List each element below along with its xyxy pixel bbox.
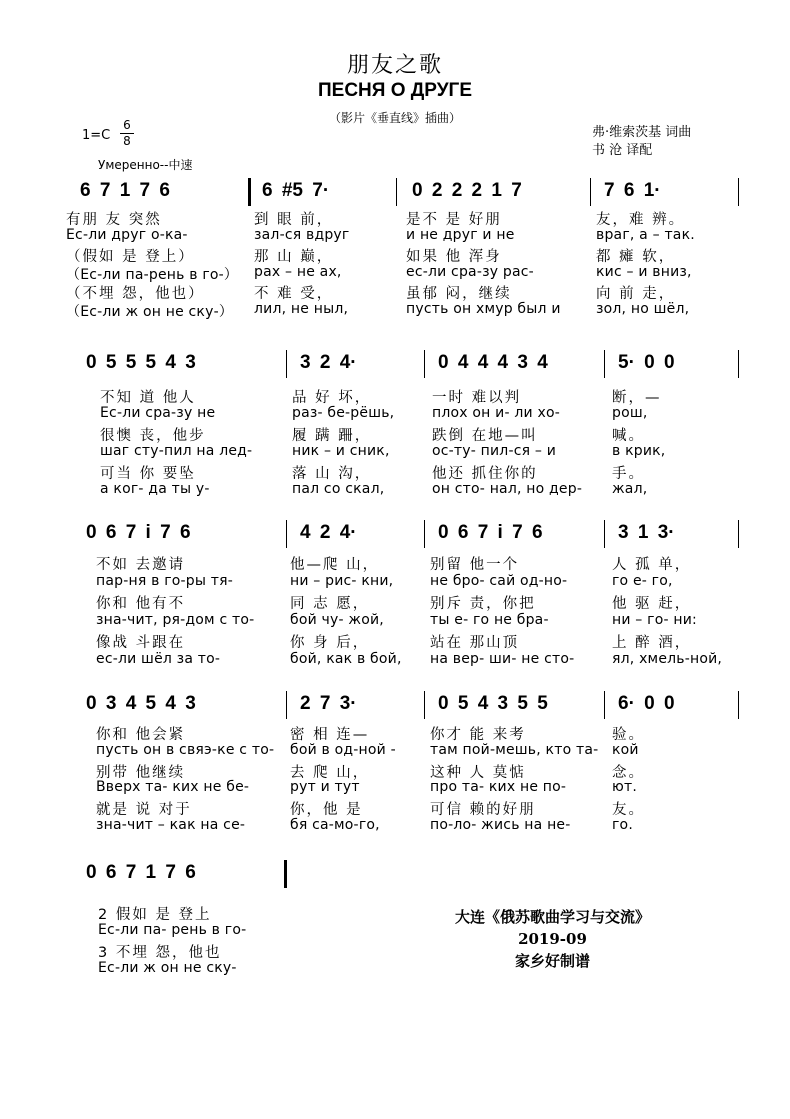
footer-line-2: 2019-09 (518, 930, 587, 948)
lyric-segment: 很懊 丧，他步 (100, 428, 206, 444)
lyric-segment: 验。 (612, 727, 645, 743)
measure-notes: 4 2 4· (300, 522, 357, 543)
lyric-segment: по-ло- жись на не- (430, 817, 571, 833)
measure-notes: 6· 0 0 (618, 693, 675, 714)
lyric-segment: го. (612, 817, 633, 833)
lyric-segment: зол, но шёл, (596, 300, 690, 317)
lyric-segment: в крик, (612, 443, 666, 459)
time-denominator: 8 (120, 133, 134, 149)
measure-notes: 0 5 4 3 5 5 (438, 693, 548, 714)
barline (424, 350, 425, 378)
lyric-segment: зна-чит – как на се- (96, 817, 246, 833)
lyric-segment: 同 志 愿， (290, 596, 370, 612)
lyric-segment: 到 眼 前， (254, 212, 334, 228)
tempo-marking: Умеренно--中速 (98, 158, 193, 172)
lyric-segment: ял, хмель-ной, (612, 650, 723, 667)
lyric-segment: рош, (612, 405, 648, 421)
lyric-segment: 去 爬 山， (290, 764, 370, 781)
barline (738, 520, 739, 548)
lyric-segment: бя са-мо-го, (290, 817, 380, 833)
lyric-segment: 喊。 (612, 428, 645, 444)
lyric-segment: 有朋 友 突然 (66, 212, 162, 228)
lyric-segment: ни – рис- кни, (290, 572, 394, 589)
lyricist-credit: 弗·维索茨基 词曲 (592, 125, 692, 140)
barline (590, 178, 591, 206)
measure-notes: 2 7 3· (300, 693, 357, 714)
lyric-segment: 你和 他会紧 (96, 727, 186, 743)
lyric-segment: ес-ли сра-зу рас- (406, 263, 534, 280)
lyric-segment: 人 孤 单， (612, 557, 692, 573)
lyric-segment: 一时 难以判 (432, 390, 522, 406)
lyric-segment: 站在 那山顶 (430, 635, 520, 651)
lyric-segment: Вверх та- ких не бе- (96, 779, 250, 796)
lyric-segment: 不如 去邀请 (96, 557, 186, 573)
lyric-segment: ник – и сник, (292, 443, 390, 459)
lyric-segment: Ес-ли па- рень в го- (98, 922, 247, 938)
time-numerator: 6 (123, 118, 131, 132)
time-signature (120, 118, 134, 149)
key-signature: 1=C (82, 128, 111, 143)
lyric-segment: плох он и- ли хо- (432, 405, 560, 421)
lyric-segment: кис – и вниз, (596, 263, 692, 280)
barline (424, 520, 425, 548)
lyric-segment: 向 前 走， (596, 286, 676, 302)
lyric-segment: 落 山 沟， (292, 466, 372, 482)
lyric-segment: не бро- сай од-но- (430, 572, 568, 589)
lyric-segment: зна-чит, ря-дом с то- (96, 611, 255, 628)
lyric-segment: ты е- го не бра- (430, 611, 549, 628)
lyric-segment: ни – го- ни: (612, 611, 697, 628)
lyric-segment: 他—爬 山， (290, 557, 380, 573)
lyric-segment: 那 山 巅， (254, 249, 334, 265)
lyric-segment: 这种 人 莫惦 (430, 764, 526, 781)
lyric-segment: 2 假如 是 登上 (98, 907, 212, 923)
footer-line-1: 大连《俄苏歌曲学习与交流》 (454, 908, 650, 926)
measure-notes: 0 4 4 4 3 4 (438, 352, 548, 373)
song-title-chinese: 朋友之歌 (346, 53, 443, 78)
lyric-segment: 品 好 坏， (292, 390, 372, 406)
lyric-segment: рах – не ах, (254, 263, 342, 280)
measure-notes: 5· 0 0 (618, 352, 675, 373)
footer-credit (410, 906, 695, 972)
lyric-segment: ют. (612, 779, 637, 796)
measure-notes: 0 6 7 i 7 6 (86, 522, 191, 543)
lyric-segment: на вер- ши- не сто- (430, 650, 575, 667)
lyric-segment: （Ес-ли ж он не ску-） (66, 303, 234, 320)
measure-notes: 0 2 2 2 1 7 (412, 180, 522, 201)
lyric-segment: 跌倒 在地—叫 (432, 428, 538, 444)
lyric-segment: и не друг и не (406, 226, 515, 243)
lyric-segment: 就是 说 对于 (96, 802, 192, 819)
lyric-segment: 虽郁 闷，继续 (406, 286, 512, 302)
lyric-segment: 友，难 辨。 (596, 212, 686, 228)
measure-notes: 7 6 1· (604, 180, 661, 201)
lyric-segment: ес-ли шёл за то- (96, 650, 221, 667)
lyric-segment: 你 身 后， (290, 635, 370, 651)
lyric-segment: 别带 他继续 (96, 764, 186, 781)
song-subtitle: （影片《垂直线》插曲） (328, 111, 461, 125)
lyric-segment: 是不 是 好朋 (406, 212, 502, 228)
lyric-segment: бой чу- жой, (290, 611, 384, 628)
lyric-segment: 别留 他一个 (430, 557, 520, 573)
lyric-segment: пар-ня в го-ры тя- (96, 572, 233, 589)
lyric-segment: го е- го, (612, 572, 673, 589)
lyric-segment: пусть он в свяэ-ке с то- (96, 741, 275, 758)
lyric-segment: 手。 (612, 466, 645, 482)
lyric-segment: 3 不埋 怨，他也 (98, 945, 222, 961)
lyric-segment: он сто- нал, но дер- (432, 481, 583, 497)
lyric-segment: пусть он хмур был и (406, 300, 561, 317)
repeat-barline (284, 860, 287, 888)
barline (738, 691, 739, 719)
lyric-segment: 可信 赖的好朋 (430, 802, 536, 819)
lyric-segment: 密 相 连— (290, 727, 370, 743)
lyric-segment: раз- бе-рёшь, (292, 405, 395, 421)
lyric-segment: 可当 你 要坠 (100, 466, 196, 482)
footer-line-3: 家乡好制谱 (514, 952, 590, 970)
lyric-segment: （不埋 怨，他也） (66, 286, 205, 302)
lyric-segment: кой (612, 741, 639, 758)
repeat-barline (248, 178, 251, 206)
lyric-segment: а ког- да ты у- (100, 481, 210, 497)
lyric-segment: бой, как в бой, (290, 650, 402, 667)
song-title-russian: ПЕСНЯ О ДРУГЕ (318, 80, 472, 101)
lyric-segment: 他还 抓住你的 (432, 466, 538, 482)
lyric-segment: 他 驱 赶， (612, 596, 692, 612)
measure-notes: 6 #5 7· (262, 180, 330, 201)
lyric-segment: Ес-ли друг о-ка- (66, 226, 188, 243)
barline (604, 520, 605, 548)
lyric-segment: зал-ся вдруг (254, 226, 350, 243)
barline (286, 691, 287, 719)
lyric-segment: 上 醉 酒， (612, 635, 692, 651)
barline (604, 350, 605, 378)
translator-credit: 书 沧 译配 (592, 143, 653, 158)
lyric-segment: 像战 斗跟在 (96, 635, 186, 651)
lyric-segment: там пой-мешь, кто та- (430, 741, 599, 758)
lyric-segment: лил, не ныл, (254, 300, 349, 317)
measure-notes: 6 7 1 7 6 (80, 180, 170, 201)
lyric-segment: 你才 能 来考 (430, 727, 526, 743)
lyric-segment: 不知 道 他人 (100, 390, 196, 406)
lyric-segment: 友。 (612, 802, 645, 819)
barline (286, 520, 287, 548)
barline (604, 691, 605, 719)
lyric-segment: Ес-ли ж он не ску- (98, 960, 237, 976)
lyric-segment: 别斥 责，你把 (430, 596, 536, 612)
lyric-segment: про та- ких не по- (430, 779, 567, 796)
barline (424, 691, 425, 719)
lyric-segment: рут и тут (290, 779, 360, 796)
measure-notes: 0 6 7 i 7 6 (438, 522, 543, 543)
barline (738, 350, 739, 378)
lyric-segment: жал, (612, 481, 648, 497)
lyric-segment: 履 蹒 跚， (292, 428, 372, 444)
lyric-segment: бой в од-ной - (290, 741, 396, 758)
measure-notes: 3 2 4· (300, 352, 357, 373)
barline (738, 178, 739, 206)
lyric-segment: 都 瘫 软， (596, 249, 676, 265)
measure-notes: 3 1 3· (618, 522, 675, 543)
measure-notes: 0 5 5 5 4 3 (86, 352, 196, 373)
lyric-segment: пал со скал, (292, 481, 385, 497)
lyric-segment: （假如 是 登上） (66, 249, 195, 265)
lyric-segment: ос-ту- пил-ся – и (432, 443, 557, 459)
lyric-segment: 不 难 受， (254, 286, 334, 302)
lyric-segment: 你，他 是 (290, 802, 363, 819)
measure-notes: 0 3 4 5 4 3 (86, 693, 196, 714)
lyric-segment: （Ес-ли па-рень в го-） (66, 266, 239, 283)
lyric-segment: 如果 他 浑身 (406, 249, 502, 265)
measure-notes: 0 6 7 1 7 6 (86, 862, 196, 883)
lyric-segment: шаг сту-пил на лед- (100, 443, 253, 459)
lyric-segment: 断，— (612, 390, 662, 406)
lyric-segment: враг, а – так. (596, 226, 695, 243)
lyric-segment: Ес-ли сра-зу не (100, 405, 216, 421)
lyric-segment: 你和 他有不 (96, 596, 186, 612)
barline (286, 350, 287, 378)
credits (592, 124, 691, 160)
barline (396, 178, 397, 206)
lyric-segment: 念。 (612, 764, 645, 781)
